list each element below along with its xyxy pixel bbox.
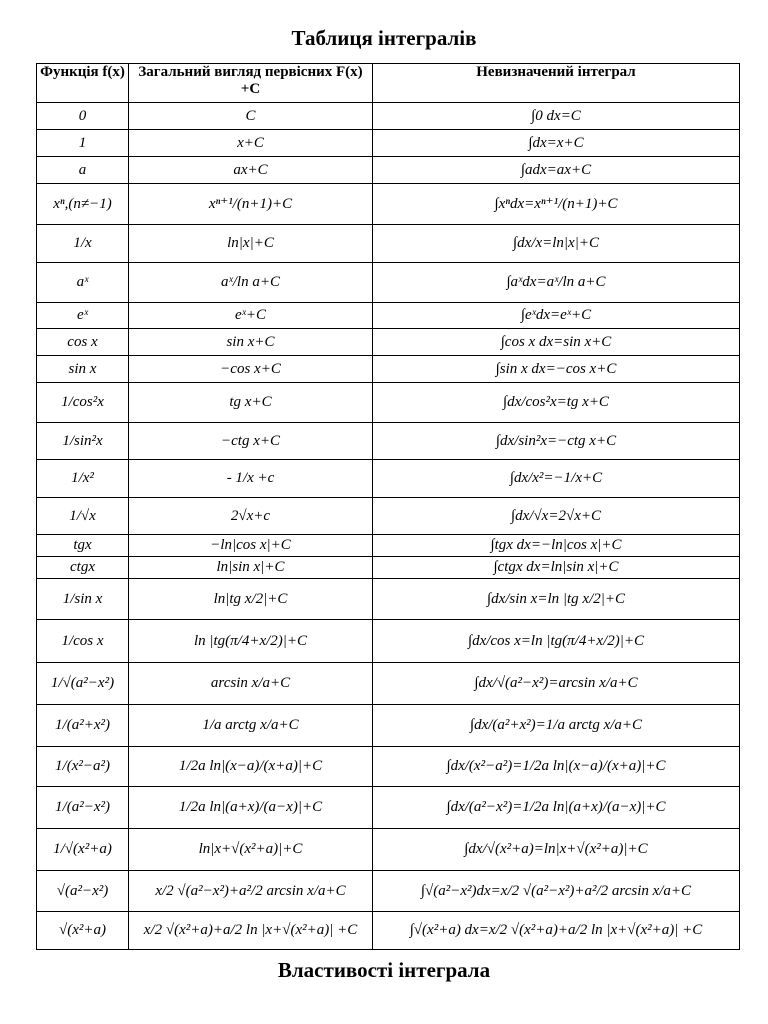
function-cell: eˣ: [37, 303, 129, 329]
function-cell: √(x²+a): [37, 912, 129, 950]
header-antiderivative: Загальний вигляд первісних F(x) +C: [129, 64, 373, 103]
antiderivative-cell: C: [129, 103, 373, 130]
table-row: [37, 535, 740, 557]
antiderivative-cell: x+C: [129, 130, 373, 157]
table-row: [37, 579, 740, 620]
function-cell: 1/cos²x: [37, 383, 129, 423]
function-cell: 1/x²: [37, 460, 129, 498]
function-cell: 1/(a²+x²): [37, 705, 129, 747]
integral-cell: ∫xⁿdx=xⁿ⁺¹/(n+1)+C: [373, 184, 740, 225]
integral-cell: ∫dx/√(x²+a)=ln|x+√(x²+a)|+C: [373, 829, 740, 871]
antiderivative-cell: 2√x+c: [129, 498, 373, 535]
antiderivative-cell: −cos x+C: [129, 356, 373, 383]
integral-cell: ∫dx/cos²x=tg x+C: [373, 383, 740, 423]
function-cell: sin x: [37, 356, 129, 383]
antiderivative-cell: eˣ+C: [129, 303, 373, 329]
integral-cell: ∫dx/sin x=ln |tg x/2|+C: [373, 579, 740, 620]
integral-cell: ∫√(x²+a) dx=x/2 √(x²+a)+a/2 ln |x+√(x²+a)| +C: [373, 912, 740, 950]
function-cell: 1/sin x: [37, 579, 129, 620]
integral-cell: ∫0 dx=C: [373, 103, 740, 130]
antiderivative-cell: sin x+C: [129, 329, 373, 356]
table-row: [37, 130, 740, 157]
table-row: [37, 787, 740, 829]
antiderivative-cell: ln|x+√(x²+a)|+C: [129, 829, 373, 871]
table-row: [37, 423, 740, 460]
table-row: [37, 705, 740, 747]
table-row: [37, 747, 740, 787]
section-title: Властивості інтеграла: [277, 958, 491, 982]
antiderivative-cell: aˣ/ln a+C: [129, 263, 373, 303]
function-cell: a: [37, 157, 129, 184]
function-cell: 1/sin²x: [37, 423, 129, 460]
function-cell: xⁿ,(n≠−1): [37, 184, 129, 225]
function-cell: 1/x: [37, 225, 129, 263]
table-row: [37, 829, 740, 871]
antiderivative-cell: ln|x|+C: [129, 225, 373, 263]
integral-cell: ∫eˣdx=eˣ+C: [373, 303, 740, 329]
function-cell: 0: [37, 103, 129, 130]
antiderivative-cell: −ln|cos x|+C: [129, 535, 373, 557]
integral-cell: ∫√(a²−x²)dx=x/2 √(a²−x²)+a²/2 arcsin x/a+C: [373, 871, 740, 912]
function-cell: √(a²−x²): [37, 871, 129, 912]
integral-cell: ∫dx/x²=−1/x+C: [373, 460, 740, 498]
table-body: [37, 103, 740, 950]
antiderivative-cell: x/2 √(x²+a)+a/2 ln |x+√(x²+a)| +C: [129, 912, 373, 950]
table-row: [37, 157, 740, 184]
table-row: [37, 383, 740, 423]
integral-cell: ∫dx=x+C: [373, 130, 740, 157]
integral-cell: ∫cos x dx=sin x+C: [373, 329, 740, 356]
table-row: [37, 557, 740, 579]
integral-cell: ∫dx/√(a²−x²)=arcsin x/a+C: [373, 663, 740, 705]
antiderivative-cell: x/2 √(a²−x²)+a²/2 arcsin x/a+C: [129, 871, 373, 912]
table-row: [37, 356, 740, 383]
integral-cell: ∫aˣdx=aˣ/ln a+C: [373, 263, 740, 303]
integral-cell: ∫dx/x=ln|x|+C: [373, 225, 740, 263]
antiderivative-cell: 1/a arctg x/a+C: [129, 705, 373, 747]
table-row: [37, 620, 740, 663]
antiderivative-cell: tg x+C: [129, 383, 373, 423]
function-cell: ctgx: [37, 557, 129, 579]
table-row: [37, 871, 740, 912]
antiderivative-cell: ln|sin x|+C: [129, 557, 373, 579]
integral-cell: ∫dx/(a²+x²)=1/a arctg x/a+C: [373, 705, 740, 747]
function-cell: aˣ: [37, 263, 129, 303]
table-row: [37, 184, 740, 225]
antiderivative-cell: xⁿ⁺¹/(n+1)+C: [129, 184, 373, 225]
integral-cell: ∫dx/sin²x=−ctg x+C: [373, 423, 740, 460]
header-function: Функція f(x): [37, 64, 129, 103]
table-row: [37, 663, 740, 705]
integral-cell: ∫tgx dx=−ln|cos x|+C: [373, 535, 740, 557]
integral-cell: ∫dx/√x=2√x+C: [373, 498, 740, 535]
table-row: [37, 912, 740, 950]
function-cell: tgx: [37, 535, 129, 557]
table-row: [37, 103, 740, 130]
antiderivative-cell: 1/2a ln|(a+x)/(a−x)|+C: [129, 787, 373, 829]
function-cell: 1/√(a²−x²): [37, 663, 129, 705]
function-cell: 1: [37, 130, 129, 157]
table-row: [37, 498, 740, 535]
integral-cell: ∫ctgx dx=ln|sin x|+C: [373, 557, 740, 579]
function-cell: 1/√(x²+a): [37, 829, 129, 871]
antiderivative-cell: - 1/x +c: [129, 460, 373, 498]
integral-cell: ∫dx/(a²−x²)=1/2a ln|(a+x)/(a−x)|+C: [373, 787, 740, 829]
function-cell: 1/(x²−a²): [37, 747, 129, 787]
antiderivative-cell: ln|tg x/2|+C: [129, 579, 373, 620]
function-cell: cos x: [37, 329, 129, 356]
integral-cell: ∫adx=ax+C: [373, 157, 740, 184]
function-cell: 1/cos x: [37, 620, 129, 663]
integral-cell: ∫dx/(x²−a²)=1/2a ln|(x−a)/(x+a)|+C: [373, 747, 740, 787]
table-row: [37, 329, 740, 356]
integral-cell: ∫sin x dx=−cos x+C: [373, 356, 740, 383]
table-row: [37, 225, 740, 263]
antiderivative-cell: arcsin x/a+C: [129, 663, 373, 705]
antiderivative-cell: ax+C: [129, 157, 373, 184]
integrals-table: [36, 63, 740, 950]
table-row: [37, 303, 740, 329]
antiderivative-cell: ln |tg(π/4+x/2)|+C: [129, 620, 373, 663]
header-indefinite-integral: Невизначений інтеграл: [373, 64, 740, 103]
function-cell: 1/√x: [37, 498, 129, 535]
table-row: [37, 263, 740, 303]
page-title: Таблиця інтегралів: [291, 26, 477, 50]
integral-cell: ∫dx/cos x=ln |tg(π/4+x/2)|+C: [373, 620, 740, 663]
antiderivative-cell: 1/2a ln|(x−a)/(x+a)|+C: [129, 747, 373, 787]
table-row: [37, 460, 740, 498]
antiderivative-cell: −ctg x+C: [129, 423, 373, 460]
function-cell: 1/(a²−x²): [37, 787, 129, 829]
